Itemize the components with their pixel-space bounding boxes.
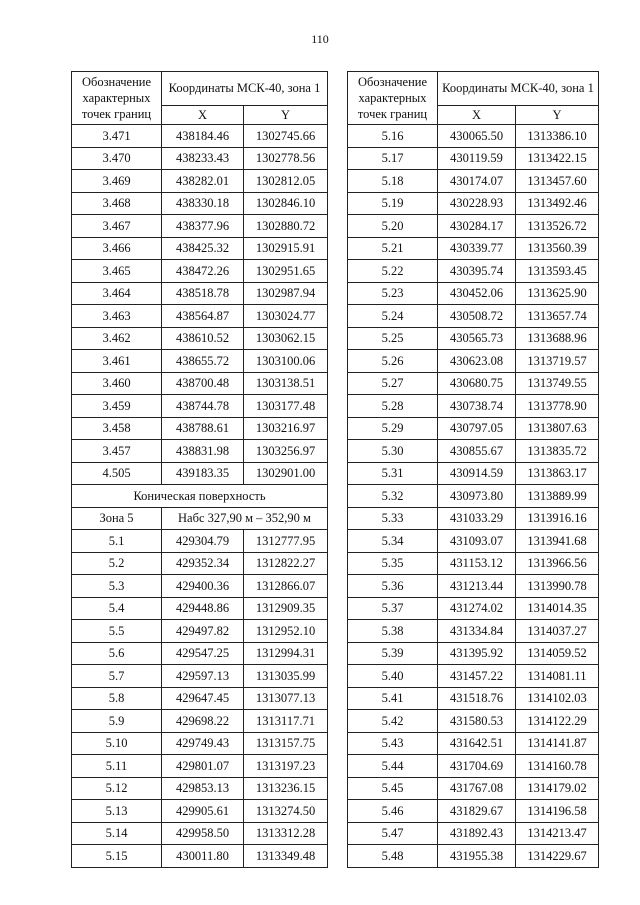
coord-y: 1314196.58: [516, 800, 599, 823]
table-row: [348, 192, 599, 215]
coord-x: 430228.93: [438, 192, 516, 215]
table-row: [72, 372, 328, 395]
table-row: [72, 530, 328, 553]
table-row: [348, 642, 599, 665]
point-id: 5.44: [348, 755, 438, 778]
coord-y: 1314037.27: [516, 620, 599, 643]
point-id: 5.25: [348, 327, 438, 350]
point-id: 5.26: [348, 350, 438, 373]
point-id: 5.17: [348, 147, 438, 170]
coord-y: 1313457.60: [516, 170, 599, 193]
table-row: [348, 620, 599, 643]
coord-x: 429304.79: [162, 530, 244, 553]
coord-y: 1313386.10: [516, 125, 599, 148]
coord-x: 431153.12: [438, 552, 516, 575]
coord-y: 1312952.10: [244, 620, 328, 643]
coord-y: 1313197.23: [244, 755, 328, 778]
coord-y: 1303062.15: [244, 327, 328, 350]
point-id: 5.39: [348, 642, 438, 665]
point-id: 5.20: [348, 215, 438, 238]
coord-y: 1313778.90: [516, 395, 599, 418]
coord-x: 431829.67: [438, 800, 516, 823]
table-row: [72, 305, 328, 328]
point-id: 5.11: [72, 755, 162, 778]
coord-x: 430738.74: [438, 395, 516, 418]
coord-y: 1314122.29: [516, 710, 599, 733]
table-row: [72, 642, 328, 665]
point-id: 3.461: [72, 350, 162, 373]
table-row: [72, 822, 328, 845]
coord-y: 1302778.56: [244, 147, 328, 170]
table-row: [72, 215, 328, 238]
section-row: [72, 485, 328, 508]
coord-y: 1313625.90: [516, 282, 599, 305]
coord-y: 1314102.03: [516, 687, 599, 710]
coord-y: 1313274.50: [244, 800, 328, 823]
point-id: 5.6: [72, 642, 162, 665]
coord-x: 430174.07: [438, 170, 516, 193]
table-row: [348, 755, 599, 778]
table-row: [348, 417, 599, 440]
table-row: [72, 777, 328, 800]
point-id: 3.457: [72, 440, 162, 463]
header-x: X: [162, 105, 244, 124]
coord-y: 1302987.94: [244, 282, 328, 305]
coord-y: 1303024.77: [244, 305, 328, 328]
coord-y: 1313526.72: [516, 215, 599, 238]
coord-x: 431395.92: [438, 642, 516, 665]
point-id: 5.10: [72, 732, 162, 755]
coord-x: 438518.78: [162, 282, 244, 305]
coord-x: 430395.74: [438, 260, 516, 283]
header-coordinate-system: Координаты МСК-40, зона 1: [162, 72, 328, 106]
header-x: X: [438, 105, 516, 124]
point-id: 3.463: [72, 305, 162, 328]
coord-x: 431093.07: [438, 530, 516, 553]
coord-x: 438472.26: [162, 260, 244, 283]
coord-x: 431580.53: [438, 710, 516, 733]
table-row: [72, 462, 328, 485]
table-row: [348, 305, 599, 328]
coord-x: 431704.69: [438, 755, 516, 778]
point-id: 5.12: [72, 777, 162, 800]
point-id: 5.5: [72, 620, 162, 643]
coord-x: 430452.06: [438, 282, 516, 305]
point-id: 5.31: [348, 462, 438, 485]
coord-y: 1302915.91: [244, 237, 328, 260]
coord-y: 1314179.02: [516, 777, 599, 800]
coord-y: 1302745.66: [244, 125, 328, 148]
point-id: 3.458: [72, 417, 162, 440]
table-row: [348, 170, 599, 193]
coord-x: 430119.59: [438, 147, 516, 170]
table-row: [348, 552, 599, 575]
zone-height: Набс 327,90 м – 352,90 м: [162, 507, 328, 530]
coord-y: 1303256.97: [244, 440, 328, 463]
point-id: 3.471: [72, 125, 162, 148]
point-id: 5.41: [348, 687, 438, 710]
point-id: 5.43: [348, 732, 438, 755]
table-row: [348, 215, 599, 238]
coord-y: 1313966.56: [516, 552, 599, 575]
coord-x: 438282.01: [162, 170, 244, 193]
coord-y: 1313835.72: [516, 440, 599, 463]
point-id: 5.28: [348, 395, 438, 418]
table-row: [348, 597, 599, 620]
table-row: [348, 282, 599, 305]
table-row: [72, 732, 328, 755]
point-id: 5.16: [348, 125, 438, 148]
table-row: [348, 575, 599, 598]
coord-y: 1302846.10: [244, 192, 328, 215]
table-row: [72, 282, 328, 305]
coordinates-table-right: [347, 71, 599, 868]
table-row: [72, 327, 328, 350]
coord-y: 1313117.71: [244, 710, 328, 733]
point-id: 5.35: [348, 552, 438, 575]
coord-x: 429352.34: [162, 552, 244, 575]
table-row: [72, 800, 328, 823]
zone-label: Зона 5: [72, 507, 162, 530]
point-id: 5.23: [348, 282, 438, 305]
table-row: [348, 845, 599, 868]
table-row: [72, 237, 328, 260]
table-row: [348, 125, 599, 148]
table-row: [72, 260, 328, 283]
coord-y: 1313422.15: [516, 147, 599, 170]
coord-x: 438330.18: [162, 192, 244, 215]
table-row: [348, 350, 599, 373]
coord-x: 438425.32: [162, 237, 244, 260]
coord-y: 1314213.47: [516, 822, 599, 845]
coord-x: 439183.35: [162, 462, 244, 485]
table-row: [348, 732, 599, 755]
point-id: 3.465: [72, 260, 162, 283]
coord-x: 430855.67: [438, 440, 516, 463]
coord-x: 431518.76: [438, 687, 516, 710]
coord-x: 438655.72: [162, 350, 244, 373]
coord-y: 1313035.99: [244, 665, 328, 688]
coord-x: 429497.82: [162, 620, 244, 643]
coord-y: 1314059.52: [516, 642, 599, 665]
coord-x: 430565.73: [438, 327, 516, 350]
coord-x: 430914.59: [438, 462, 516, 485]
point-id: 3.460: [72, 372, 162, 395]
coord-y: 1313941.68: [516, 530, 599, 553]
table-row: [72, 755, 328, 778]
coord-x: 438564.87: [162, 305, 244, 328]
table-row: [348, 665, 599, 688]
header-y: Y: [244, 105, 328, 124]
table-row: [348, 710, 599, 733]
coord-y: 1302901.00: [244, 462, 328, 485]
point-id: 5.7: [72, 665, 162, 688]
coord-x: 429958.50: [162, 822, 244, 845]
coord-y: 1314081.11: [516, 665, 599, 688]
table-row: [348, 822, 599, 845]
point-id: 5.27: [348, 372, 438, 395]
coord-y: 1313077.13: [244, 687, 328, 710]
point-id: 5.13: [72, 800, 162, 823]
point-id: 5.38: [348, 620, 438, 643]
table-row: [72, 440, 328, 463]
coord-y: 1313863.17: [516, 462, 599, 485]
point-id: 5.30: [348, 440, 438, 463]
coord-y: 1314160.78: [516, 755, 599, 778]
point-id: 5.36: [348, 575, 438, 598]
coord-y: 1313889.99: [516, 485, 599, 508]
point-id: 5.18: [348, 170, 438, 193]
coord-y: 1313157.75: [244, 732, 328, 755]
coord-x: 431892.43: [438, 822, 516, 845]
coord-x: 431274.02: [438, 597, 516, 620]
table-row: [348, 462, 599, 485]
coord-y: 1302880.72: [244, 215, 328, 238]
coord-x: 429801.07: [162, 755, 244, 778]
coord-x: 429448.86: [162, 597, 244, 620]
point-id: 5.19: [348, 192, 438, 215]
point-id: 5.24: [348, 305, 438, 328]
header-designation: Обозначение характерных точек границ: [348, 72, 438, 125]
point-id: 3.462: [72, 327, 162, 350]
coord-y: 1312866.07: [244, 575, 328, 598]
table-row: [348, 237, 599, 260]
header-designation: Обозначение характерных точек границ: [72, 72, 162, 125]
coord-x: 429853.13: [162, 777, 244, 800]
coord-x: 430284.17: [438, 215, 516, 238]
point-id: 3.469: [72, 170, 162, 193]
point-id: 5.37: [348, 597, 438, 620]
coord-x: 431033.29: [438, 507, 516, 530]
coord-x: 431334.84: [438, 620, 516, 643]
coord-y: 1313807.63: [516, 417, 599, 440]
point-id: 3.467: [72, 215, 162, 238]
point-id: 5.46: [348, 800, 438, 823]
coord-x: 438788.61: [162, 417, 244, 440]
section-title: Коническая поверхность: [72, 485, 328, 508]
coord-y: 1302951.65: [244, 260, 328, 283]
table-row: [72, 687, 328, 710]
header-coordinate-system: Координаты МСК-40, зона 1: [438, 72, 599, 106]
table-row: [72, 620, 328, 643]
coord-x: 430973.80: [438, 485, 516, 508]
point-id: 5.47: [348, 822, 438, 845]
table-row: [72, 845, 328, 868]
coord-x: 438233.43: [162, 147, 244, 170]
coord-x: 431642.51: [438, 732, 516, 755]
point-id: 3.464: [72, 282, 162, 305]
coord-x: 429647.45: [162, 687, 244, 710]
point-id: 5.4: [72, 597, 162, 620]
coord-y: 1303100.06: [244, 350, 328, 373]
coord-x: 438377.96: [162, 215, 244, 238]
coord-y: 1314014.35: [516, 597, 599, 620]
table-row: [348, 777, 599, 800]
table-row: [348, 147, 599, 170]
point-id: 5.14: [72, 822, 162, 845]
point-id: 4.505: [72, 462, 162, 485]
point-id: 5.48: [348, 845, 438, 868]
coord-x: 430339.77: [438, 237, 516, 260]
table-row: [348, 260, 599, 283]
zone-row: [72, 507, 328, 530]
coord-y: 1313719.57: [516, 350, 599, 373]
point-id: 5.9: [72, 710, 162, 733]
coord-y: 1312909.35: [244, 597, 328, 620]
table-row: [348, 507, 599, 530]
coord-x: 429698.22: [162, 710, 244, 733]
header-y: Y: [516, 105, 599, 124]
coord-x: 429400.36: [162, 575, 244, 598]
page-number: 110: [311, 32, 329, 46]
table-row: [72, 575, 328, 598]
table-row: [348, 687, 599, 710]
table-row: [348, 440, 599, 463]
coord-x: 430065.50: [438, 125, 516, 148]
coord-y: 1313990.78: [516, 575, 599, 598]
table-row: [348, 395, 599, 418]
coord-x: 430680.75: [438, 372, 516, 395]
table-row: [72, 147, 328, 170]
coord-x: 430797.05: [438, 417, 516, 440]
coord-y: 1313349.48: [244, 845, 328, 868]
coord-x: 431767.08: [438, 777, 516, 800]
point-id: 3.459: [72, 395, 162, 418]
point-id: 5.21: [348, 237, 438, 260]
coord-y: 1303216.97: [244, 417, 328, 440]
table-row: [72, 597, 328, 620]
coord-y: 1302812.05: [244, 170, 328, 193]
coord-x: 430011.80: [162, 845, 244, 868]
table-row: [348, 372, 599, 395]
point-id: 3.466: [72, 237, 162, 260]
point-id: 5.8: [72, 687, 162, 710]
point-id: 3.470: [72, 147, 162, 170]
coord-y: 1313688.96: [516, 327, 599, 350]
coord-y: 1313236.15: [244, 777, 328, 800]
coord-y: 1314229.67: [516, 845, 599, 868]
point-id: 5.15: [72, 845, 162, 868]
coord-x: 429749.43: [162, 732, 244, 755]
point-id: 5.45: [348, 777, 438, 800]
coord-y: 1313593.45: [516, 260, 599, 283]
table-row: [72, 665, 328, 688]
point-id: 5.29: [348, 417, 438, 440]
coord-y: 1313916.16: [516, 507, 599, 530]
table-row: [72, 170, 328, 193]
coord-x: 438184.46: [162, 125, 244, 148]
table-row: [348, 327, 599, 350]
table-row: [348, 800, 599, 823]
table-row: [72, 710, 328, 733]
point-id: 5.3: [72, 575, 162, 598]
point-id: 5.22: [348, 260, 438, 283]
coord-y: 1312777.95: [244, 530, 328, 553]
coord-y: 1313492.46: [516, 192, 599, 215]
coord-x: 430623.08: [438, 350, 516, 373]
table-row: [72, 350, 328, 373]
coord-y: 1313312.28: [244, 822, 328, 845]
coord-y: 1313749.55: [516, 372, 599, 395]
coord-x: 431955.38: [438, 845, 516, 868]
coordinates-table-left: [71, 71, 328, 868]
table-row: [72, 395, 328, 418]
point-id: 5.33: [348, 507, 438, 530]
coord-x: 438610.52: [162, 327, 244, 350]
point-id: 5.34: [348, 530, 438, 553]
table-row: [72, 417, 328, 440]
coord-y: 1303138.51: [244, 372, 328, 395]
coord-x: 429905.61: [162, 800, 244, 823]
coord-x: 429547.25: [162, 642, 244, 665]
point-id: 5.1: [72, 530, 162, 553]
coord-x: 438700.48: [162, 372, 244, 395]
coord-x: 430508.72: [438, 305, 516, 328]
point-id: 3.468: [72, 192, 162, 215]
point-id: 5.32: [348, 485, 438, 508]
table-row: [348, 485, 599, 508]
coord-x: 438831.98: [162, 440, 244, 463]
coord-x: 431213.44: [438, 575, 516, 598]
coord-y: 1312822.27: [244, 552, 328, 575]
coord-x: 438744.78: [162, 395, 244, 418]
point-id: 5.2: [72, 552, 162, 575]
table-row: [72, 125, 328, 148]
coord-y: 1314141.87: [516, 732, 599, 755]
coord-y: 1313657.74: [516, 305, 599, 328]
coord-y: 1313560.39: [516, 237, 599, 260]
coord-x: 429597.13: [162, 665, 244, 688]
coord-x: 431457.22: [438, 665, 516, 688]
coord-y: 1312994.31: [244, 642, 328, 665]
table-row: [72, 192, 328, 215]
point-id: 5.42: [348, 710, 438, 733]
table-row: [72, 552, 328, 575]
table-row: [348, 530, 599, 553]
coord-y: 1303177.48: [244, 395, 328, 418]
point-id: 5.40: [348, 665, 438, 688]
